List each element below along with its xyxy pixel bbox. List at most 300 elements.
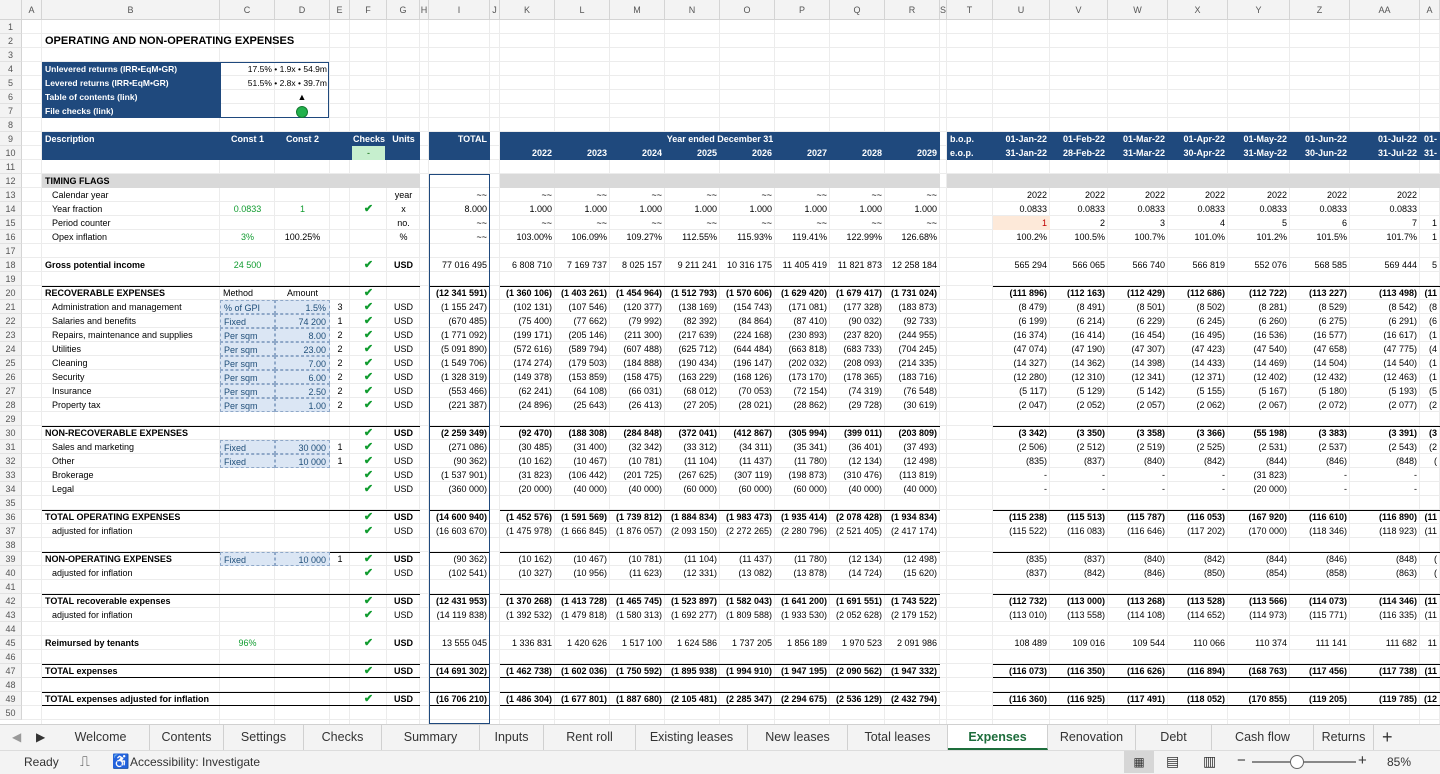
month-value[interactable]: (12	[1423, 694, 1437, 704]
month-value[interactable]: (119 785)	[1378, 694, 1417, 704]
row-header[interactable]: 13	[0, 188, 22, 202]
row-header[interactable]: 32	[0, 454, 22, 468]
year-value[interactable]: (399 011)	[843, 428, 882, 438]
total-cell[interactable]: (1 155 247)	[440, 302, 487, 312]
units-cell[interactable]: USD	[393, 456, 413, 466]
month-value[interactable]: (11	[1424, 666, 1437, 676]
year-value[interactable]: (2 179 152)	[890, 610, 937, 620]
year-value[interactable]: (1 602 036)	[560, 666, 607, 676]
month-start-header[interactable]: 01-Mar-22	[1122, 134, 1165, 144]
month-value[interactable]: (14 540)	[1383, 358, 1417, 368]
column-header[interactable]: T	[947, 0, 993, 20]
year-value[interactable]: (184 888)	[623, 358, 662, 368]
year-value[interactable]: (76 548)	[903, 386, 937, 396]
scroll-right-icon[interactable]: ▶	[36, 730, 46, 744]
total-cell[interactable]: ~~	[476, 190, 487, 200]
row-label[interactable]: Other	[52, 456, 75, 466]
month-value[interactable]: 101.0%	[1194, 232, 1225, 242]
year-value[interactable]: (11 104)	[684, 456, 717, 466]
month-value[interactable]: 111 141	[1315, 638, 1347, 648]
row-header[interactable]: 44	[0, 622, 22, 636]
year-value[interactable]: 1.000	[914, 204, 937, 214]
year-value[interactable]: (15 620)	[903, 568, 937, 578]
sheet-tab[interactable]: Expenses	[948, 725, 1048, 750]
month-value[interactable]: (115 522)	[1009, 526, 1047, 536]
month-value[interactable]: (115 513)	[1066, 512, 1105, 522]
month-value[interactable]: (12 432)	[1313, 372, 1347, 382]
month-value[interactable]: 101.7%	[1386, 232, 1417, 242]
month-value[interactable]: (47 423)	[1191, 344, 1225, 354]
year-value[interactable]: (1 677 801)	[560, 694, 607, 704]
sheet-tab[interactable]: Rent roll	[544, 725, 636, 750]
year-value[interactable]: 103.00%	[516, 232, 552, 242]
month-value[interactable]: (8 542)	[1388, 302, 1417, 312]
year-value[interactable]: (1 392 532)	[505, 610, 552, 620]
month-value[interactable]: 5	[1431, 260, 1437, 270]
total-cell[interactable]: (360 000)	[448, 484, 487, 494]
row-label[interactable]: Reimursed by tenants	[45, 638, 140, 648]
month-value[interactable]: 0.0833	[1319, 204, 1347, 214]
month-value[interactable]: 3	[1159, 218, 1165, 228]
year-value[interactable]: (34 311)	[739, 442, 772, 452]
month-value[interactable]: (112 429)	[1126, 288, 1165, 298]
year-value[interactable]: (2 417 174)	[890, 526, 937, 536]
year-value[interactable]: 12 258 184	[891, 260, 937, 270]
const2-cell[interactable]: 2.50	[275, 384, 330, 398]
column-header[interactable]: N	[665, 0, 720, 20]
total-cell[interactable]: 8.000	[464, 204, 487, 214]
month-value[interactable]: (2 047)	[1018, 400, 1047, 410]
column-header[interactable]: A	[1420, 0, 1440, 20]
year-value[interactable]: (589 794)	[568, 344, 607, 354]
year-value[interactable]: (120 377)	[623, 302, 662, 312]
year-value[interactable]: 1 737 205	[731, 638, 772, 648]
month-end-header[interactable]: 31-	[1423, 148, 1437, 158]
month-value[interactable]: 101.2%	[1256, 232, 1287, 242]
checks-ok-icon[interactable]	[296, 106, 308, 118]
column-header[interactable]: I	[429, 0, 490, 20]
month-value[interactable]: (3 350)	[1076, 428, 1105, 438]
month-value[interactable]: (118 923)	[1379, 526, 1417, 536]
header-checks[interactable]: Checks	[353, 134, 386, 144]
row-header[interactable]: 34	[0, 482, 22, 496]
month-value[interactable]: (2 537)	[1318, 442, 1347, 452]
year-value[interactable]: (64 108)	[573, 386, 607, 396]
units-cell[interactable]: %	[399, 232, 408, 242]
row-header[interactable]: 29	[0, 412, 22, 426]
units-cell[interactable]: USD	[393, 526, 413, 536]
row-header[interactable]: 9	[0, 132, 22, 146]
year-value[interactable]: (11 780)	[794, 554, 827, 564]
year-value[interactable]: (199 171)	[513, 330, 552, 340]
month-value[interactable]: (	[1434, 568, 1437, 578]
month-value[interactable]: (844)	[1265, 456, 1287, 466]
month-value[interactable]: 2022	[1084, 190, 1105, 200]
month-value[interactable]: (115 238)	[1008, 512, 1047, 522]
month-value[interactable]: (116 626)	[1126, 666, 1165, 676]
month-value[interactable]: -	[1044, 470, 1047, 480]
year-value[interactable]: (12 498)	[903, 456, 937, 466]
check-mark-icon[interactable]: ✔	[363, 693, 374, 705]
year-value[interactable]: (171 081)	[788, 302, 827, 312]
row-label[interactable]: Salaries and benefits	[52, 316, 137, 326]
table-of-contents-link[interactable]: Table of contents (link)	[45, 92, 138, 102]
units-cell[interactable]: no.	[397, 218, 410, 228]
column-header[interactable]: U	[993, 0, 1050, 20]
check-mark-icon[interactable]: ✔	[363, 455, 374, 467]
year-value[interactable]: 9 211 241	[677, 260, 717, 270]
year-header[interactable]: 2024	[641, 148, 662, 158]
year-value[interactable]: ~~	[761, 218, 772, 228]
check-mark-icon[interactable]: ✔	[363, 399, 374, 411]
year-value[interactable]: 6 808 710	[511, 260, 552, 270]
month-value[interactable]	[1420, 482, 1440, 496]
month-value[interactable]: (2	[1428, 400, 1437, 410]
month-value[interactable]: (12 463)	[1383, 372, 1417, 382]
header-const1[interactable]: Const 1	[230, 134, 264, 144]
year-value[interactable]: (2 090 562)	[835, 666, 882, 676]
const1-cell[interactable]: Per sqm	[220, 342, 275, 356]
check-mark-icon[interactable]: ✔	[363, 329, 374, 341]
year-value[interactable]: ~~	[816, 218, 827, 228]
year-value[interactable]: (84 864)	[738, 316, 772, 326]
year-value[interactable]: 1.000	[529, 204, 552, 214]
month-value[interactable]: 2022	[1326, 190, 1347, 200]
year-value[interactable]: 106.09%	[571, 232, 607, 242]
month-value[interactable]: (113 498)	[1378, 288, 1417, 298]
row-label[interactable]: TOTAL expenses adjusted for inflation	[45, 694, 210, 704]
row-header[interactable]: 38	[0, 538, 22, 552]
units-cell[interactable]: USD	[393, 596, 413, 606]
row-header[interactable]: 1	[0, 20, 22, 34]
row-header[interactable]: 25	[0, 356, 22, 370]
year-value[interactable]: (2 294 675)	[780, 694, 827, 704]
row-label[interactable]: Brokerage	[52, 470, 94, 480]
year-header[interactable]: 2028	[861, 148, 882, 158]
year-value[interactable]: (12 134)	[848, 554, 882, 564]
month-value[interactable]: (12 371)	[1191, 372, 1225, 382]
year-value[interactable]: 7 169 737	[566, 260, 607, 270]
month-start-header[interactable]: 01-Jan-22	[1005, 134, 1047, 144]
month-value[interactable]: (116 646)	[1127, 526, 1165, 536]
year-value[interactable]: (2 105 481)	[670, 694, 717, 704]
year-value[interactable]: ~~	[816, 190, 827, 200]
year-value[interactable]: (10 467)	[573, 456, 607, 466]
month-value[interactable]: (844)	[1265, 554, 1287, 564]
check-mark-icon[interactable]: ✔	[363, 371, 374, 383]
month-value[interactable]: 0.0833	[1077, 204, 1105, 214]
month-value[interactable]: (115 787)	[1126, 512, 1165, 522]
amount-header[interactable]: Amount	[286, 288, 319, 298]
year-value[interactable]: (90 032)	[848, 316, 882, 326]
row-header[interactable]: 18	[0, 258, 22, 272]
year-value[interactable]: (1 512 793)	[670, 288, 717, 298]
month-value[interactable]: (118 052)	[1186, 694, 1225, 704]
month-value[interactable]: -	[1344, 470, 1347, 480]
units-cell[interactable]: year	[394, 190, 413, 200]
year-value[interactable]: (1 876 057)	[615, 526, 662, 536]
check-mark-icon[interactable]: ✔	[363, 287, 374, 299]
month-value[interactable]: -	[1044, 484, 1047, 494]
month-value[interactable]: (8	[1428, 302, 1437, 312]
month-value[interactable]: 0.0833	[1389, 204, 1417, 214]
month-value[interactable]: (118 346)	[1309, 526, 1347, 536]
month-value[interactable]: (846)	[1325, 554, 1347, 564]
year-value[interactable]: 1.000	[584, 204, 607, 214]
sheet-tab[interactable]: Renovation	[1048, 725, 1136, 750]
month-start-header[interactable]: 01-Apr-22	[1183, 134, 1225, 144]
year-value[interactable]: (2 521 405)	[835, 526, 882, 536]
year-value[interactable]: (13 082)	[738, 568, 772, 578]
month-value[interactable]: (11	[1424, 596, 1437, 606]
month-value[interactable]: (113 010)	[1009, 610, 1047, 620]
total-cell[interactable]: (271 086)	[448, 442, 487, 452]
year-value[interactable]: (12 498)	[903, 554, 937, 564]
column-header[interactable]: D	[275, 0, 330, 20]
year-value[interactable]: (31 823)	[518, 470, 552, 480]
month-value[interactable]: (8 281)	[1258, 302, 1287, 312]
row-label[interactable]: Opex inflation	[52, 232, 108, 242]
month-end-header[interactable]: 31-May-22	[1243, 148, 1287, 158]
month-value[interactable]: (116 360)	[1008, 694, 1047, 704]
year-value[interactable]: (33 312)	[683, 442, 717, 452]
year-value[interactable]: (13 878)	[793, 568, 827, 578]
row-label[interactable]: Administration and management	[52, 302, 182, 312]
row-header[interactable]: 16	[0, 230, 22, 244]
year-value[interactable]: (1 884 834)	[670, 512, 717, 522]
month-value[interactable]: (16 454)	[1131, 330, 1165, 340]
month-value[interactable]: (14 362)	[1071, 358, 1105, 368]
year-value[interactable]: ~~	[871, 190, 882, 200]
year-value[interactable]: ~~	[541, 218, 552, 228]
row-header[interactable]: 10	[0, 146, 22, 160]
units-cell[interactable]: USD	[393, 694, 413, 704]
month-value[interactable]: (55 198)	[1253, 428, 1287, 438]
sheet-tab[interactable]: Total leases	[848, 725, 948, 750]
year-value[interactable]: (40 000)	[573, 484, 607, 494]
month-value[interactable]: (5 193)	[1388, 386, 1417, 396]
row-header[interactable]: 17	[0, 244, 22, 258]
month-value[interactable]: (11	[1424, 288, 1437, 298]
year-header[interactable]: 2022	[531, 148, 552, 158]
month-start-header[interactable]: 01-	[1423, 134, 1437, 144]
month-value[interactable]: (114 652)	[1187, 610, 1225, 620]
month-value[interactable]: 5	[1281, 218, 1287, 228]
row-header[interactable]: 30	[0, 426, 22, 440]
month-value[interactable]: (11	[1424, 512, 1437, 522]
header-units[interactable]: Units	[392, 134, 415, 144]
year-value[interactable]: 1 624 586	[676, 638, 717, 648]
check-mark-icon[interactable]: ✔	[363, 259, 374, 271]
column-header[interactable]: W	[1108, 0, 1168, 20]
column-header[interactable]: C	[220, 0, 275, 20]
total-cell[interactable]: (16 603 670)	[435, 526, 487, 536]
month-value[interactable]: 552 076	[1254, 260, 1287, 270]
column-header[interactable]: B	[42, 0, 220, 20]
header-eop[interactable]: e.o.p.	[950, 148, 974, 158]
units-cell[interactable]: x	[401, 204, 406, 214]
year-value[interactable]: (92 470)	[518, 428, 552, 438]
row-header[interactable]: 5	[0, 76, 22, 90]
year-value[interactable]: (10 162)	[518, 554, 552, 564]
total-cell[interactable]: (1 328 319)	[440, 372, 487, 382]
year-value[interactable]: (1 454 964)	[615, 288, 662, 298]
year-value[interactable]: 1.000	[639, 204, 662, 214]
month-end-header[interactable]: 31-Mar-22	[1122, 148, 1165, 158]
year-value[interactable]: (72 154)	[793, 386, 827, 396]
macro-icon[interactable]: ⎍	[80, 753, 90, 769]
page-title[interactable]: OPERATING AND NON-OPERATING EXPENSES	[45, 35, 295, 47]
year-value[interactable]: ~~	[651, 218, 662, 228]
row-header[interactable]: 3	[0, 48, 22, 62]
sheet-tab[interactable]: Returns	[1314, 725, 1374, 750]
year-value[interactable]: (2 052 628)	[835, 610, 882, 620]
year-value[interactable]: (1 370 268)	[505, 596, 552, 606]
year-value[interactable]: (1 739 812)	[615, 512, 662, 522]
year-value[interactable]: 1.000	[804, 204, 827, 214]
row-header[interactable]: 49	[0, 692, 22, 706]
year-value[interactable]: (1 887 680)	[615, 694, 662, 704]
select-all-corner[interactable]	[0, 0, 22, 20]
const-index[interactable]: 1	[337, 456, 343, 466]
year-value[interactable]: (196 147)	[733, 358, 772, 368]
accessibility-icon[interactable]: ♿	[112, 753, 130, 769]
year-value[interactable]: ~~	[926, 218, 937, 228]
month-value[interactable]: (12 280)	[1013, 372, 1047, 382]
month-value[interactable]: (3 366)	[1196, 428, 1225, 438]
month-value[interactable]: (47 307)	[1131, 344, 1165, 354]
year-value[interactable]: (11 437)	[739, 456, 772, 466]
column-header[interactable]: X	[1168, 0, 1228, 20]
row-label[interactable]: Calendar year	[52, 190, 109, 200]
row-header[interactable]: 41	[0, 580, 22, 594]
month-value[interactable]: (47 775)	[1383, 344, 1417, 354]
year-value[interactable]: (31 400)	[573, 442, 607, 452]
month-value[interactable]: 0.0833	[1019, 204, 1047, 214]
add-sheet-icon[interactable]: +	[1382, 727, 1393, 747]
month-value[interactable]: (854)	[1265, 568, 1287, 578]
row-label[interactable]: NON-OPERATING EXPENSES	[45, 554, 172, 564]
month-value[interactable]: 2022	[1026, 190, 1047, 200]
scroll-left-icon[interactable]: ◀	[12, 730, 22, 744]
month-value[interactable]: 569 444	[1384, 260, 1417, 270]
year-value[interactable]: (310 476)	[843, 470, 882, 480]
month-value[interactable]: (16 414)	[1071, 330, 1105, 340]
month-value[interactable]: (14 504)	[1313, 358, 1347, 368]
month-value[interactable]: (14 469)	[1253, 358, 1287, 368]
year-value[interactable]: (153 859)	[568, 372, 607, 382]
month-value[interactable]: (16 577)	[1313, 330, 1347, 340]
const1-cell[interactable]: Fixed	[220, 552, 275, 566]
row-header[interactable]: 7	[0, 104, 22, 118]
month-value[interactable]: 1	[1431, 218, 1437, 228]
column-header[interactable]: J	[490, 0, 500, 20]
month-value[interactable]: (6 291)	[1388, 316, 1417, 326]
month-value[interactable]: (116 083)	[1067, 526, 1105, 536]
year-value[interactable]: (102 131)	[513, 302, 552, 312]
total-cell[interactable]: 77 016 495	[441, 260, 487, 270]
year-value[interactable]: (663 818)	[788, 344, 827, 354]
year-value[interactable]: (26 413)	[628, 400, 662, 410]
month-value[interactable]: (111 896)	[1009, 288, 1047, 298]
month-value[interactable]: -	[1414, 484, 1417, 494]
row-header[interactable]: 26	[0, 370, 22, 384]
page-layout-icon[interactable]: ▤	[1166, 753, 1180, 769]
year-value[interactable]: (12 134)	[848, 456, 882, 466]
const-index[interactable]: 2	[337, 400, 343, 410]
column-header[interactable]: A	[22, 0, 42, 20]
row-header[interactable]: 22	[0, 314, 22, 328]
month-value[interactable]: (47 190)	[1071, 344, 1105, 354]
month-value[interactable]: (16 536)	[1253, 330, 1287, 340]
year-value[interactable]: (1 413 728)	[560, 596, 607, 606]
year-header[interactable]: 2029	[916, 148, 937, 158]
year-value[interactable]: 126.68%	[901, 232, 937, 242]
sheet-tab[interactable]: Checks	[304, 725, 382, 750]
const1-cell[interactable]: 3%	[240, 232, 254, 242]
const1-cell[interactable]: 24 500	[233, 260, 262, 270]
month-end-header[interactable]: 31-Jul-22	[1377, 148, 1417, 158]
column-header[interactable]: G	[387, 0, 420, 20]
column-header[interactable]: O	[720, 0, 775, 20]
normal-view-icon[interactable]: ▦	[1124, 751, 1154, 773]
const2-cell[interactable]: 30 000	[275, 440, 330, 454]
year-value[interactable]: (87 410)	[793, 316, 827, 326]
month-value[interactable]: (112 163)	[1066, 288, 1105, 298]
total-cell[interactable]: (14 119 838)	[436, 610, 487, 620]
year-value[interactable]: (244 955)	[898, 330, 937, 340]
month-value[interactable]: (8 501)	[1136, 302, 1165, 312]
column-header[interactable]: H	[420, 0, 429, 20]
const2-cell[interactable]: 1.00	[275, 398, 330, 412]
year-header[interactable]: 2027	[806, 148, 827, 158]
year-value[interactable]: (607 488)	[623, 344, 662, 354]
sheet-tab[interactable]: New leases	[748, 725, 848, 750]
header-const2[interactable]: Const 2	[285, 134, 319, 144]
year-value[interactable]: (28 021)	[738, 400, 772, 410]
row-header[interactable]: 28	[0, 398, 22, 412]
month-value[interactable]: (14 327)	[1013, 358, 1047, 368]
year-value[interactable]: (27 205)	[683, 400, 717, 410]
year-value[interactable]: 1.000	[859, 204, 882, 214]
month-value[interactable]: 2022	[1396, 190, 1417, 200]
year-value[interactable]: (1 934 834)	[890, 512, 937, 522]
year-value[interactable]: (2 285 347)	[725, 694, 772, 704]
year-value[interactable]: (10 781)	[628, 554, 662, 564]
month-value[interactable]: -	[1162, 470, 1165, 480]
const1-cell[interactable]: Fixed	[220, 314, 275, 328]
year-value[interactable]: ~~	[541, 190, 552, 200]
zoom-slider-thumb[interactable]	[1290, 755, 1304, 769]
month-value[interactable]: (835)	[1025, 554, 1047, 564]
month-value[interactable]: (47 658)	[1313, 344, 1347, 354]
month-value[interactable]: (114 346)	[1378, 596, 1417, 606]
month-value[interactable]: (114 108)	[1127, 610, 1165, 620]
year-value[interactable]: (183 873)	[898, 302, 937, 312]
month-value[interactable]: (837)	[1083, 554, 1105, 564]
month-end-header[interactable]: 30-Jun-22	[1304, 148, 1347, 158]
year-value[interactable]: (1 641 200)	[780, 596, 827, 606]
year-value[interactable]: (163 229)	[678, 372, 717, 382]
total-cell[interactable]: (1 537 901)	[440, 470, 487, 480]
month-value[interactable]: (6 245)	[1196, 316, 1225, 326]
const-index[interactable]: 1	[337, 554, 343, 564]
row-header[interactable]: 47	[0, 664, 22, 678]
year-value[interactable]: (28 862)	[793, 400, 827, 410]
const-index[interactable]: 1	[337, 442, 343, 452]
sheet-tab[interactable]: Settings	[224, 725, 304, 750]
month-value[interactable]: (5 142)	[1136, 386, 1165, 396]
